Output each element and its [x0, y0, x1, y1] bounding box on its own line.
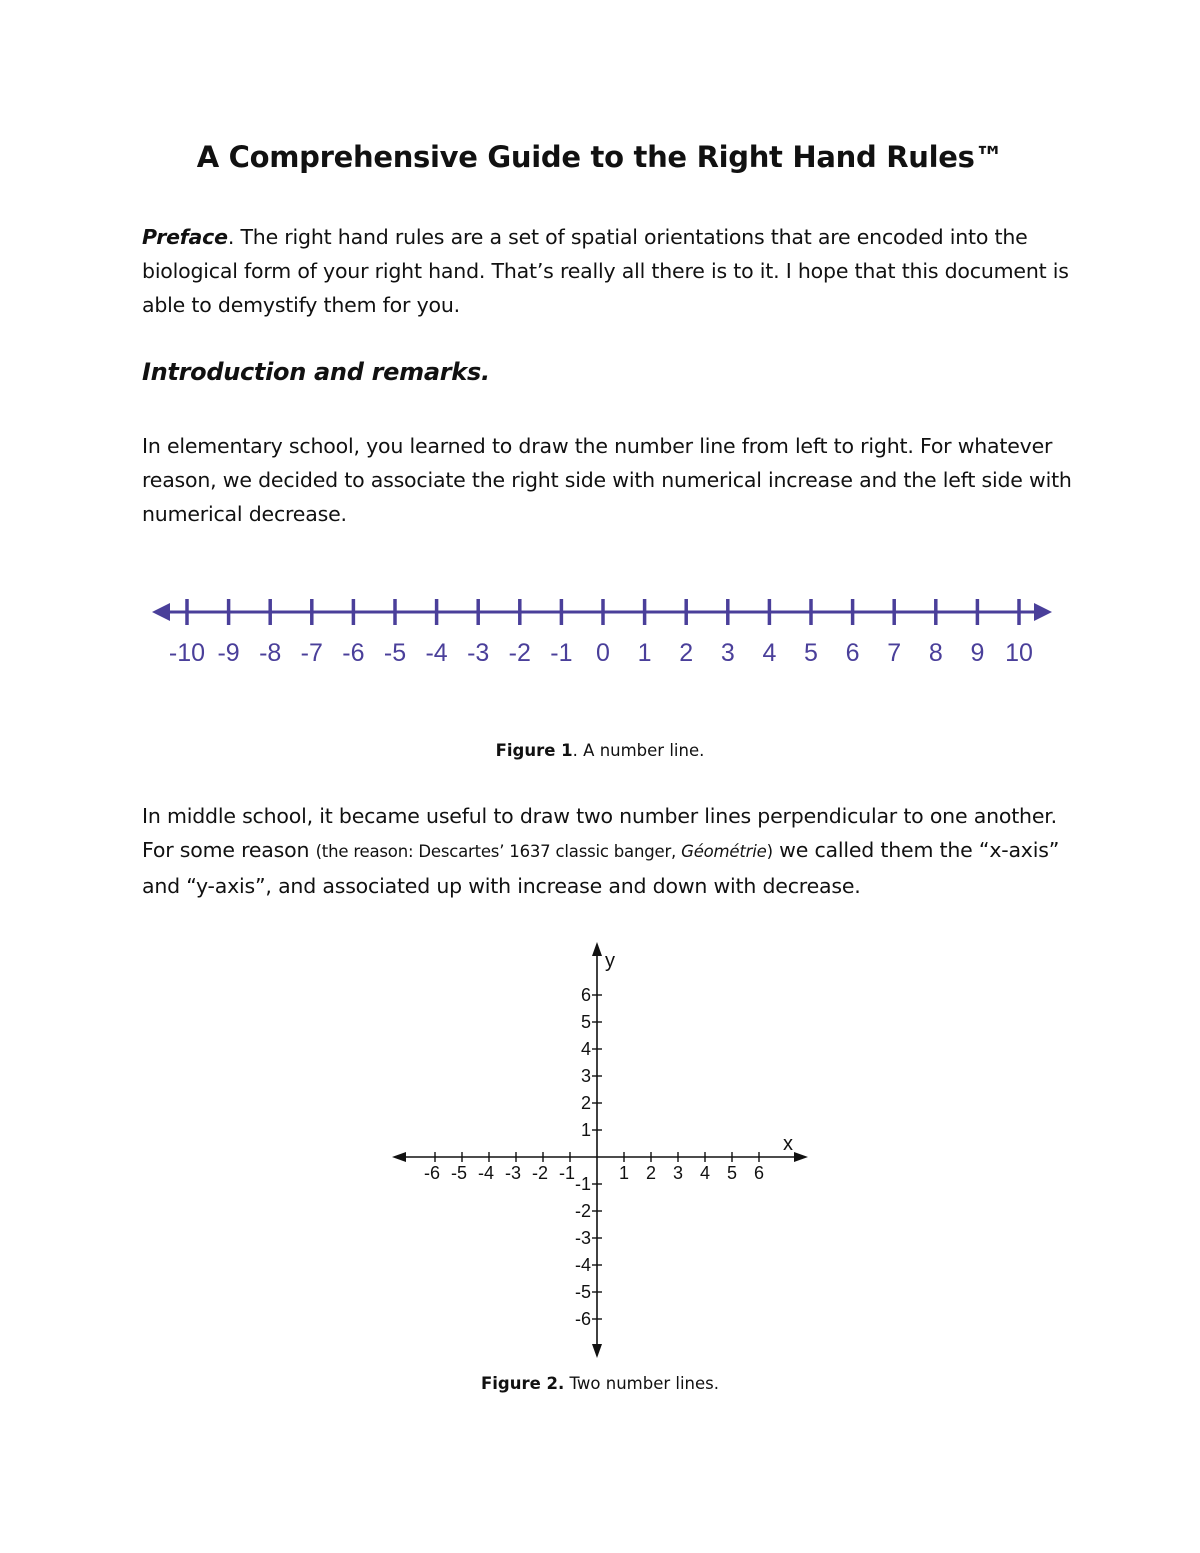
x-tick-label: -4	[477, 1163, 495, 1183]
tick-label: -2	[508, 639, 531, 667]
x-axis-left-arrow-icon	[392, 1152, 406, 1162]
x-tick-label: -6	[423, 1163, 441, 1183]
x-tick-label: 2	[645, 1163, 657, 1183]
y-tick-label: 2	[580, 1093, 591, 1113]
tick-label: -5	[383, 639, 407, 667]
tick-label: -3	[467, 639, 490, 667]
y-tick-label: -5	[574, 1282, 591, 1302]
figure-2-caption-text: Two number lines.	[564, 1374, 719, 1393]
y-tick-label: -1	[574, 1174, 591, 1194]
paragraph-2-aside-b: )	[766, 842, 773, 861]
tick-label: 7	[887, 639, 902, 667]
x-tick-label: 4	[699, 1163, 711, 1183]
section-heading: Introduction and remarks.	[142, 358, 490, 386]
tick-label: 9	[970, 639, 985, 667]
x-tick-label: 6	[753, 1163, 765, 1183]
x-tick-label: 5	[726, 1163, 738, 1183]
intro-paragraph: In elementary school, you learned to draw the number line from left to right. For whatever reason, we decided to associate the right side with numerical increase and the left side with numerical decrease.	[142, 434, 1072, 526]
tick-label: 0	[596, 639, 610, 667]
y-tick-label: -4	[574, 1255, 591, 1275]
page-title: A Comprehensive Guide to the Right Hand Rules™	[196, 140, 1004, 174]
paragraph-2-text-a: In middle school, it became useful to draw two number lines perpendicular to one another. For some reason	[142, 804, 1057, 862]
x-tick-label: -1	[558, 1163, 576, 1183]
tick-label: 5	[804, 639, 818, 667]
tick-label: -9	[217, 639, 240, 667]
figure-1-label: Figure 1	[495, 741, 573, 760]
tick-label: -8	[259, 639, 282, 667]
tick-label: 10	[1005, 639, 1033, 667]
tick-label: -1	[550, 639, 573, 667]
tick-label: 6	[845, 639, 860, 667]
tick-label: -4	[425, 639, 448, 667]
y-tick-label: 6	[580, 985, 591, 1005]
y-tick-label: -3	[574, 1228, 591, 1248]
tick-label: 3	[720, 639, 735, 667]
figure-1-caption-text: . A number line.	[572, 741, 705, 760]
preface-text: . The right hand rules are a set of spatial orientations that are encoded into the biological form of your right hand. That’s really all there is to it. I hope that this document is able to demystify them for you.	[142, 225, 1069, 317]
tick-label: -6	[342, 639, 365, 667]
tick-label: 8	[928, 639, 943, 667]
paragraph-2-aside-a: (the reason: Descartes’ 1637 classic banger,	[315, 842, 682, 861]
x-tick-label: 1	[618, 1163, 630, 1183]
y-tick-label: 1	[580, 1120, 591, 1140]
x-tick-label: -2	[531, 1163, 549, 1183]
y-tick-label: -6	[574, 1309, 591, 1329]
paragraph-2-aside-italic: Géométrie	[681, 842, 767, 861]
y-tick-label: -2	[574, 1201, 591, 1221]
tick-label: 2	[679, 639, 694, 667]
y-axis-up-arrow-icon	[592, 942, 602, 956]
x-axis-right-arrow-icon	[794, 1152, 808, 1162]
y-tick-label: 4	[580, 1039, 591, 1059]
figure-2-caption	[0, 1374, 1200, 1393]
y-axis-label: y	[605, 950, 615, 972]
x-tick-label: 3	[672, 1163, 684, 1183]
x-tick-label: -3	[504, 1163, 522, 1183]
preface-label: Preface	[142, 225, 228, 249]
y-tick-label: 3	[580, 1066, 591, 1086]
x-axis-label: x	[783, 1133, 793, 1155]
tick-label: -7	[300, 639, 323, 667]
figure-2-label: Figure 2.	[481, 1374, 565, 1393]
tick-label: -10	[168, 639, 206, 667]
y-axis-down-arrow-icon	[592, 1344, 602, 1358]
tick-label: 4	[762, 639, 777, 667]
x-tick-label: -5	[450, 1163, 468, 1183]
tick-label: 1	[637, 639, 652, 667]
paragraph-2-text-b: we called them the “x-axis” and “y-axis”, and associated up with increase and down with decrease.	[142, 838, 1060, 898]
y-tick-label: 5	[580, 1012, 591, 1032]
